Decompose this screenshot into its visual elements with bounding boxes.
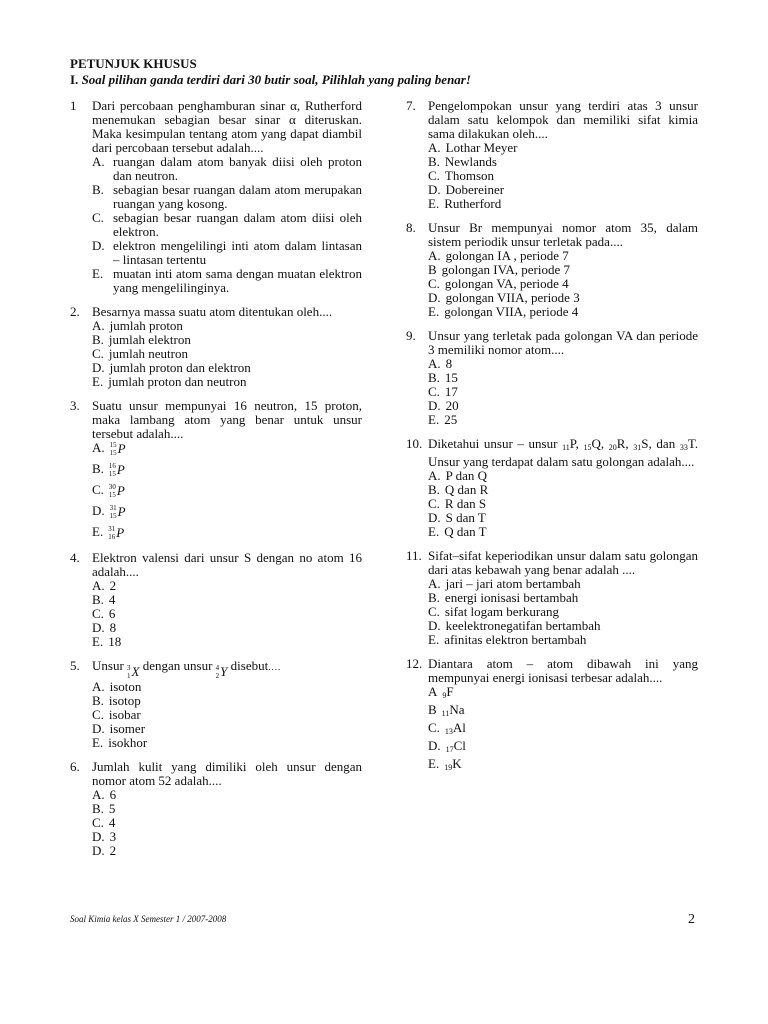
question-4 [70, 551, 362, 649]
option-b[interactable]: B. sebagian besar ruangan dalam atom merupakan ruangan yang kosong. [92, 182, 362, 211]
right-column [406, 99, 698, 785]
isotope-notation: 4 2 Y [215, 664, 228, 680]
option-b[interactable]: B. jumlah elektron [92, 332, 191, 347]
isotope-notation: 31 15 P [109, 504, 126, 520]
isotope-notation: 30 15 P [108, 483, 125, 499]
option-d[interactable]: D. elektron mengelilingi inti atom dalam lintasan – lintasan tertentu [92, 238, 362, 267]
option-e[interactable]: E. jumlah proton dan neutron [92, 374, 247, 389]
instructions-line [70, 72, 471, 88]
option-c[interactable]: C. $_{13}$Al [428, 720, 466, 736]
isotope-notation: 15 15 P [109, 441, 126, 457]
question-number: 1 [70, 98, 77, 113]
option-e[interactable]: E. isokhor [92, 735, 148, 750]
option-c[interactable]: C. R dan S [428, 496, 487, 511]
instructions-title: PETUNJUK KHUSUS [70, 56, 197, 71]
option-b[interactable]: B. 5 [92, 801, 116, 816]
option-a[interactable]: A. Lothar Meyer [428, 140, 518, 155]
question-6 [70, 760, 362, 858]
option-c[interactable]: C. sebagian besar ruangan dalam atom diisi oleh elektron. [92, 210, 362, 239]
question-number: 9. [406, 328, 416, 343]
option-c[interactable]: C. 17 [428, 384, 458, 399]
question-number: 5. [70, 658, 80, 673]
question-number: 6. [70, 759, 80, 774]
question-number: 3. [70, 398, 80, 413]
page-number: 2 [688, 912, 695, 927]
question-text: Jumlah kulit yang dimiliki oleh unsur dengan nomor atom 52 adalah.... [92, 759, 362, 788]
option-b[interactable]: B. Newlands [428, 154, 497, 169]
isotope-notation: 31 16 P [108, 525, 125, 541]
option-d[interactable]: D. $_{17}$Cl [428, 738, 466, 754]
option-d[interactable]: D. keelektronegatifan bertambah [428, 618, 601, 633]
option-d[interactable]: D. golongan VIIA, periode 3 [428, 290, 580, 305]
option-e[interactable]: E. $_{19}$K [428, 756, 462, 772]
option-d[interactable]: D. 8 [92, 620, 117, 635]
option-d[interactable]: D. 20 [428, 398, 459, 413]
section-number: I. [70, 72, 79, 87]
question-number: 11. [406, 548, 422, 563]
isotope-notation: 3 1 X [127, 664, 140, 680]
question-text: Sifat–sifat keperiodikan unsur dalam satu golongan dari atas kebawah yang benar adalah .... [428, 548, 698, 577]
option-a[interactable]: A. jumlah proton [92, 318, 183, 333]
question-number: 8. [406, 220, 416, 235]
question-1 [70, 99, 362, 295]
option-a[interactable]: A. 8 [428, 356, 453, 371]
option-b[interactable]: B golongan IVA, periode 7 [428, 262, 570, 277]
question-number: 4. [70, 550, 80, 565]
question-number: 2. [70, 304, 80, 319]
left-column [70, 99, 362, 868]
option-c[interactable]: C. golongan VA, periode 4 [428, 276, 569, 291]
option-e[interactable]: E. 25 [428, 412, 458, 427]
question-text: Elektron valensi dari unsur S dengan no atom 16 adalah.... [92, 550, 362, 579]
question-10 [406, 437, 698, 539]
option-b[interactable]: B. Q dan R [428, 482, 489, 497]
question-7 [406, 99, 698, 211]
option-e[interactable]: E. 31 16 P [92, 524, 125, 541]
isotope-notation: 16 15 P [108, 462, 125, 478]
question-text: Diantara atom – atom dibawah ini yang mempunyai energi ionisasi terbesar adalah.... [428, 656, 698, 685]
question-5 [70, 659, 362, 750]
question-3 [70, 399, 362, 541]
question-number: 12. [406, 656, 423, 671]
option-d[interactable]: D. 31 15 P [92, 503, 126, 520]
option-a[interactable]: A. golongan IA , periode 7 [428, 248, 569, 263]
question-text: Pengelompokan unsur yang terdiri atas 3 unsur dalam satu kelompok dan memiliki sifat kimia sama dilakukan oleh.... [428, 98, 698, 141]
question-number: 7. [406, 98, 416, 113]
option-c[interactable]: C. 6 [92, 606, 116, 621]
question-text: Dari percobaan penghamburan sinar α, Rutherford menemukan sebagian besar sinar α diteruskan. Maka kesimpulan tentang atom yang dapat diambil dari percobaan tersebut adalah.... [92, 98, 362, 155]
question-9 [406, 329, 698, 427]
section-instructions: Soal pilihan ganda terdiri dari 30 butir soal, Pilihlah yang paling benar! [81, 72, 471, 87]
question-8 [406, 221, 698, 319]
option-a[interactable]: A. P dan Q [428, 468, 488, 483]
option-d[interactable]: D. S dan T [428, 510, 486, 525]
option-a[interactable]: A. ruangan dalam atom banyak diisi oleh proton dan neutron. [92, 154, 362, 183]
question-number: 10. [406, 436, 423, 451]
question-text: Besarnya massa suatu atom ditentukan oleh.... [92, 304, 333, 319]
option-e[interactable]: E. Rutherford [428, 196, 502, 211]
question-12 [406, 657, 698, 775]
option-b[interactable]: B. 4 [92, 592, 116, 607]
footer-text: Soal Kimia kelas X Semester 1 / 2007-2008 [70, 914, 227, 924]
option-a[interactable]: A. 15 15 P [92, 440, 126, 457]
option-c[interactable]: C. sifat logam berkurang [428, 604, 559, 619]
option-e[interactable]: E. Q dan T [428, 524, 487, 539]
question-text: Unsur Br mempunyai nomor atom 35, dalam sistem periodik unsur terletak pada.... [428, 220, 698, 249]
option-e[interactable]: E. 18 [92, 634, 122, 649]
option-a[interactable]: A $_9$F [428, 684, 454, 700]
option-a[interactable]: A. 2 [92, 578, 117, 593]
option-c[interactable]: C. isobar [92, 707, 141, 722]
option-c[interactable]: C. 4 [92, 815, 116, 830]
option-a[interactable]: A. 6 [92, 787, 117, 802]
option-c[interactable]: C. Thomson [428, 168, 495, 183]
option-b[interactable]: B. 15 [428, 370, 458, 385]
option-b[interactable]: B $_{11}$Na [428, 702, 465, 718]
question-text: Diketahui unsur – unsur $_{11}$P, $_{15}$Q, $_{20}$R, $_{31}$S, dan $_{33}$T. Unsur yang terdapat dalam satu golongan adalah.... [428, 436, 699, 469]
option-c[interactable]: C. 30 15 P [92, 482, 125, 499]
option-c[interactable]: C. jumlah neutron [92, 346, 188, 361]
option-d[interactable]: D. isomer [92, 721, 146, 736]
option-e[interactable]: D. 2 [92, 843, 117, 858]
option-b[interactable]: B. 16 15 P [92, 461, 125, 478]
option-d[interactable]: D. Dobereiner [428, 182, 505, 197]
question-11 [406, 549, 698, 647]
option-b[interactable]: B. energi ionisasi bertambah [428, 590, 579, 605]
option-a[interactable]: A. jari – jari atom bertambah [428, 576, 581, 591]
question-text: Suatu unsur mempunyai 16 neutron, 15 proton, maka lambang atom yang benar untuk unsur tersebut adalah.... [92, 398, 362, 441]
question-text: Unsur 3 1 X dengan unsur 4 2 Y disebut.... [92, 658, 282, 680]
option-d[interactable]: D. 3 [92, 829, 117, 844]
question-text: Unsur yang terletak pada golongan VA dan periode 3 memiliki nomor atom.... [428, 328, 698, 357]
question-2 [70, 305, 362, 389]
option-b[interactable]: B. isotop [92, 693, 141, 708]
option-e[interactable]: E. afinitas elektron bertambah [428, 632, 587, 647]
option-e[interactable]: E. golongan VIIA, periode 4 [428, 304, 579, 319]
option-e[interactable]: E. muatan inti atom sama dengan muatan elektron yang mengelilinginya. [92, 266, 362, 295]
option-d[interactable]: D. jumlah proton dan elektron [92, 360, 251, 375]
option-a[interactable]: A. isoton [92, 679, 142, 694]
